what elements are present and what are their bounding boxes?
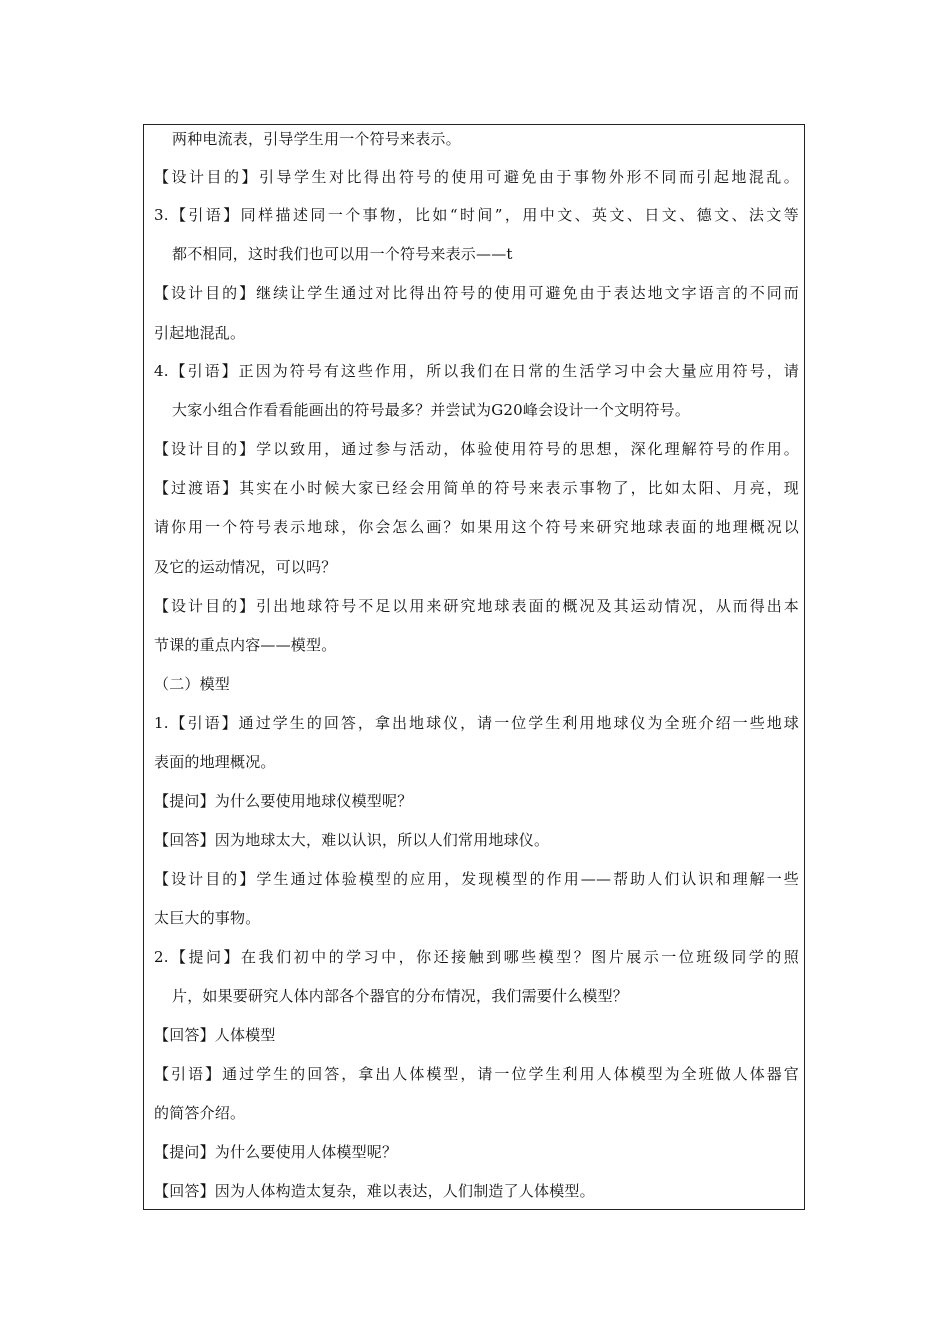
text-line: 【过渡语】其实在小时候大家已经会用简单的符号来表示事物了，比如太阳、月亮，现 [154,479,799,497]
text-line: 请你用一个符号表示地球，你会怎么画？如果用这个符号来研究地球表面的地理概况以 [154,518,799,536]
text-line: 的简答介绍。 [154,1104,246,1122]
text-line: 【提问】为什么要使用地球仪模型呢？ [154,792,413,810]
text-line: 【回答】人体模型 [154,1026,276,1044]
text-line: 引起地混乱。 [154,324,246,342]
text-line: 【设计目的】引导学生对比得出符号的使用可避免由于事物外形不同而引起地混乱。 [154,168,799,186]
text-line: 及它的运动情况，可以吗？ [154,558,337,576]
text-line: 1.【引语】通过学生的回答，拿出地球仪，请一位学生利用地球仪为全班介绍一些地球 [154,714,799,732]
text-line: 【引语】通过学生的回答，拿出人体模型，请一位学生利用人体模型为全班做人体器官 [154,1065,799,1083]
text-line: 片，如果要研究人体内部各个器官的分布情况，我们需要什么模型？ [172,987,629,1005]
text-line: 【设计目的】学以致用，通过参与活动，体验使用符号的思想，深化理解符号的作用。 [154,440,799,458]
text-line: 太巨大的事物。 [154,909,261,927]
text-line: 大家小组合作看看能画出的符号最多？并尝试为G20峰会设计一个文明符号。 [172,401,691,419]
text-line: 两种电流表，引导学生用一个符号来表示。 [172,130,461,148]
text-line: 【回答】因为人体构造太复杂，难以表达，人们制造了人体模型。 [154,1182,595,1200]
text-line: 【提问】为什么要使用人体模型呢？ [154,1143,398,1161]
text-line: 【回答】因为地球太大，难以认识，所以人们常用地球仪。 [154,831,550,849]
text-line: 3.【引语】同样描述同一个事物，比如“时间”，用中文、英文、日文、德文、法文等 [154,206,799,224]
text-line: 【设计目的】继续让学生通过对比得出符号的使用可避免由于表达地文字语言的不同而 [154,284,799,302]
text-line: 表面的地理概况。 [154,753,276,771]
text-line: 2.【提问】在我们初中的学习中，你还接触到哪些模型？图片展示一位班级同学的照 [154,948,799,966]
text-line: 节课的重点内容——模型。 [154,636,337,654]
text-line: 4.【引语】正因为符号有这些作用，所以我们在日常的生活学习中会大量应用符号，请 [154,362,799,380]
section-heading: （二）模型 [154,675,231,693]
text-line: 都不相同，这时我们也可以用一个符号来表示——t [172,245,513,263]
text-line: 【设计目的】学生通过体验模型的应用，发现模型的作用——帮助人们认识和理解一些 [154,870,799,888]
text-line: 【设计目的】引出地球符号不足以用来研究地球表面的概况及其运动情况，从而得出本 [154,597,799,615]
